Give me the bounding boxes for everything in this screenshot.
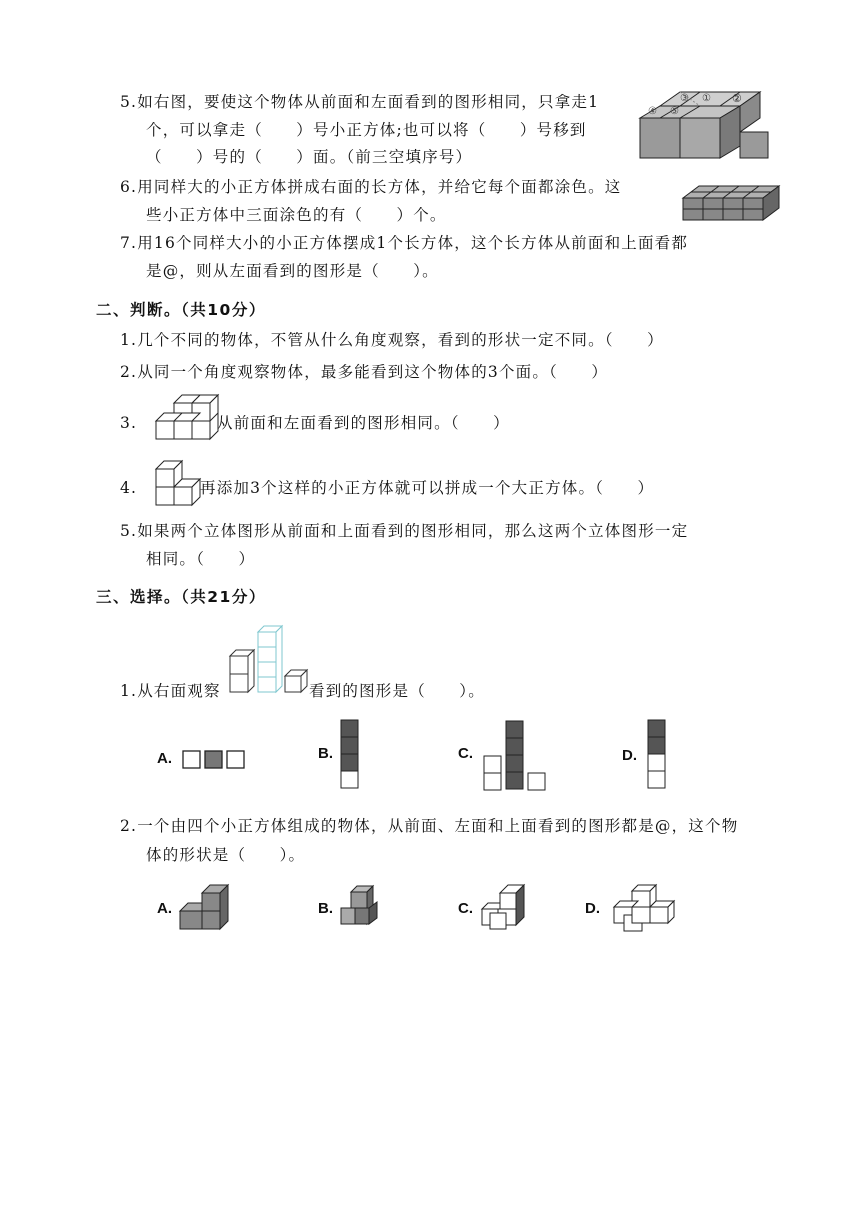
q5-label-5: ⑤ [670,106,679,117]
s3-q1-option-a-label[interactable]: A. [157,750,172,767]
s2-item4-figure [156,463,202,509]
s3-q2-option-d-label[interactable]: D. [585,900,600,917]
q5-label-2: ② [732,92,742,105]
s3-q2-option-a-label[interactable]: A. [157,900,172,917]
section3-heading: 三、选择。（共21分） [96,588,266,606]
s3-q1-option-a-figure[interactable] [182,750,246,770]
s3-q2-option-c-figure[interactable] [480,883,526,933]
q5-line3: （ ）号的（ ）面。（前三空填序号） [146,148,473,166]
s2-item4-text: 再添加3个这样的小正方体就可以拼成一个大正方体。（ ） [200,479,655,497]
s3-q2-line2: 体的形状是（ ）。 [146,846,306,864]
s3-q2-option-b-label[interactable]: B. [318,900,333,917]
s3-q1-option-d-label[interactable]: D. [622,747,637,764]
s3-q2-option-b-figure[interactable] [339,884,385,930]
s3-q1-option-c-label[interactable]: C. [458,745,473,762]
q5-label-1: ① [702,93,711,104]
s2-item5-line2: 相同。（ ） [146,550,256,568]
q7-line2: 是@，则从左面看到的图形是（ ）。 [146,262,439,280]
s3-q1-option-d-figure[interactable] [647,719,667,791]
s2-item2: 2.从同一个角度观察物体，最多能看到这个物体的3个面。（ ） [120,363,609,381]
s3-q1-post: 看到的图形是（ ）。 [309,682,485,700]
s2-item3-figure [156,399,218,441]
section2-heading: 二、判断。（共10分） [96,301,266,319]
q6-line1: 6.用同样大的小正方体拼成右面的长方体，并给它每个面都涂色。这 [120,178,622,196]
s2-item4-number: 4. [120,479,138,497]
s2-item1: 1.几个不同的物体，不管从什么角度观察，看到的形状一定不同。（ ） [120,331,664,349]
s3-q2-line1: 2.一个由四个小正方体组成的物体，从前面、左面和上面看到的图形都是@，这个物 [120,817,739,835]
s2-item3-text: 从前面和左面看到的图形相同。（ ） [217,414,510,432]
q5-label-4: ④ [648,106,657,117]
s2-item3-number: 3. [120,414,138,432]
q6-cuboid-figure [683,184,779,224]
q7-line1: 7.用16个同样大小的小正方体摆成1个长方体，这个长方体从前面和上面看都 [120,234,689,252]
q5-line2: 个，可以拿走（ ）号小正方体;也可以将（ ）号移到 [146,121,587,139]
q5-cube-figure [640,88,770,163]
s3-q1-option-b-label[interactable]: B. [318,745,333,762]
s3-q2-option-a-figure[interactable] [180,883,232,933]
s3-q2-option-d-figure[interactable] [608,881,680,933]
q5-label-3: ③ [680,93,689,104]
s3-q1-option-b-figure[interactable] [340,719,360,791]
q5-line1: 5.如右图，要使这个物体从前面和左面看到的图形相同，只拿走1 [120,93,600,111]
s3-q1-option-c-figure[interactable] [482,719,548,791]
s2-item5-line1: 5.如果两个立体图形从前面和上面看到的图形相同，那么这两个立体图形一定 [120,522,689,540]
s3-q2-option-c-label[interactable]: C. [458,900,473,917]
s3-q1-pre: 1.从右面观察 [120,682,221,700]
s3-q1-figure [229,622,309,694]
q6-line2: 些小正方体中三面涂色的有（ ）个。 [146,206,447,224]
